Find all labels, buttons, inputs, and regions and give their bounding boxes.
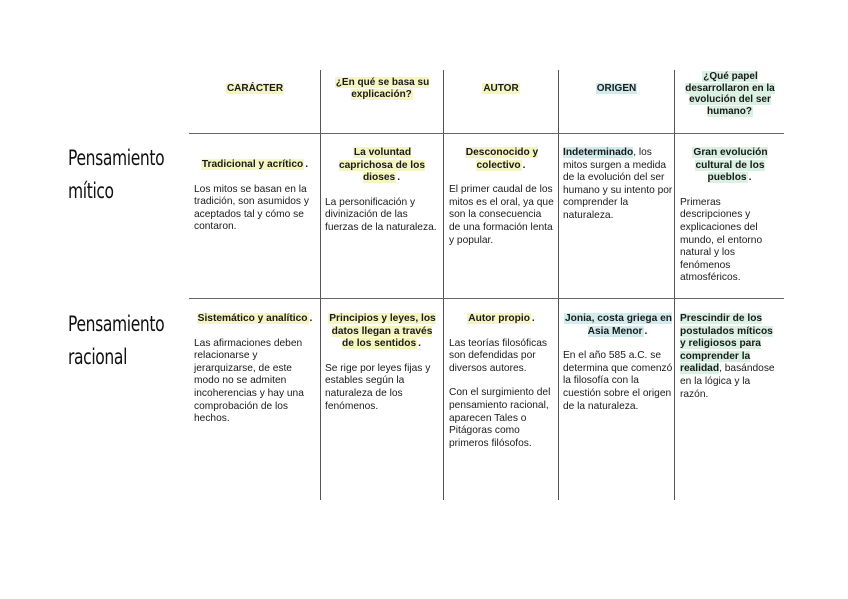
column-divider bbox=[674, 70, 675, 500]
cell-text: En el año 585 a.C. se determina que comenzó la filosofía con la cuestión sobre el origen de la naturaleza. bbox=[563, 350, 673, 412]
cell-head: Autor propio . bbox=[468, 313, 535, 324]
header-label: ¿En qué se basa su explicación? bbox=[335, 77, 430, 100]
cell-text: Los mitos se basan en la tradición, son asumidos y aceptados tal y cómo se contaron. bbox=[194, 183, 309, 233]
cell-mitico-caracter bbox=[194, 159, 316, 234]
cell-mitico-origen bbox=[563, 147, 673, 223]
cell-head: Prescindir de los postulados míticos y religiosos para comprender la realidad bbox=[680, 313, 773, 375]
cell-text: Primeras descripciones y explicaciones del mundo, el entorno natural y los fenómenos atmosféricos. bbox=[680, 196, 763, 284]
cell-text: , los mitos surgen a medida de la evolución del ser humano y su intento por comprender la naturaleza. bbox=[563, 147, 673, 221]
header-explicacion bbox=[324, 77, 440, 100]
cell-racional-origen bbox=[563, 313, 673, 413]
cell-head: Gran evolución cultural de los pueblos . bbox=[693, 147, 768, 184]
header-papel bbox=[680, 71, 780, 117]
cell-head: Principios y leyes, los datos llegan a través de los sentidos . bbox=[329, 313, 436, 350]
cell-text: Se rige por leyes fijas y estables según la naturaleza de los fenómenos. bbox=[325, 362, 431, 412]
header-label: CARÁCTER bbox=[226, 83, 284, 94]
cell-head: Indeterminado bbox=[563, 147, 634, 158]
cell-racional-autor bbox=[449, 313, 554, 450]
header-label: AUTOR bbox=[483, 83, 519, 94]
cell-text: Las teorías filosóficas son defendidas por diversos autores. bbox=[449, 337, 547, 374]
cell-mitico-papel bbox=[680, 147, 780, 285]
header-autor bbox=[446, 83, 556, 95]
column-divider bbox=[443, 70, 444, 500]
cell-head: La voluntad caprichosa de los dioses . bbox=[338, 147, 426, 184]
cell-mitico-autor bbox=[449, 147, 554, 247]
column-divider bbox=[320, 70, 321, 500]
cell-head: Sistemático y analítico . bbox=[197, 313, 313, 324]
cell-racional-papel bbox=[680, 313, 780, 401]
cell-head: Desconocido y colectivo . bbox=[465, 147, 539, 171]
header-origen bbox=[561, 83, 672, 95]
cell-text: La personificación y divinización de las fuerzas de la naturaleza. bbox=[325, 196, 437, 233]
header-caracter bbox=[192, 83, 318, 95]
row-label-mitico: Pensamiento mítico bbox=[68, 146, 165, 203]
cell-racional-caracter bbox=[194, 313, 316, 426]
header-label: ORIGEN bbox=[596, 83, 637, 94]
header-label: ¿Qué papel desarrollaron en la evolución del ser humano? bbox=[685, 71, 775, 117]
cell-mitico-explicacion bbox=[325, 147, 439, 235]
row-divider bbox=[189, 133, 784, 134]
row-label-racional: Pensamiento racional bbox=[68, 312, 165, 369]
cell-text: Con el surgimiento del pensamiento racional, aparecen Tales o Pitágoras como primeros filósofos. bbox=[449, 387, 551, 449]
cell-text: Las afirmaciones deben relacionarse y jerarquizarse, de este modo no se admiten incoherencias y hay una comprobación de los hechos. bbox=[194, 337, 304, 425]
cell-text: , basándose en la lógica y la razón. bbox=[680, 363, 775, 400]
cell-head: Jonia, costa griega en Asia Menor . bbox=[564, 313, 672, 337]
cell-racional-explicacion bbox=[325, 313, 439, 413]
cell-head: Tradicional y acrítico . bbox=[201, 159, 309, 170]
row-divider bbox=[189, 298, 784, 299]
cell-text: El primer caudal de los mitos es el oral, ya que son la consecuencia de una formación lenta y popular. bbox=[449, 184, 554, 246]
column-divider bbox=[558, 70, 559, 500]
